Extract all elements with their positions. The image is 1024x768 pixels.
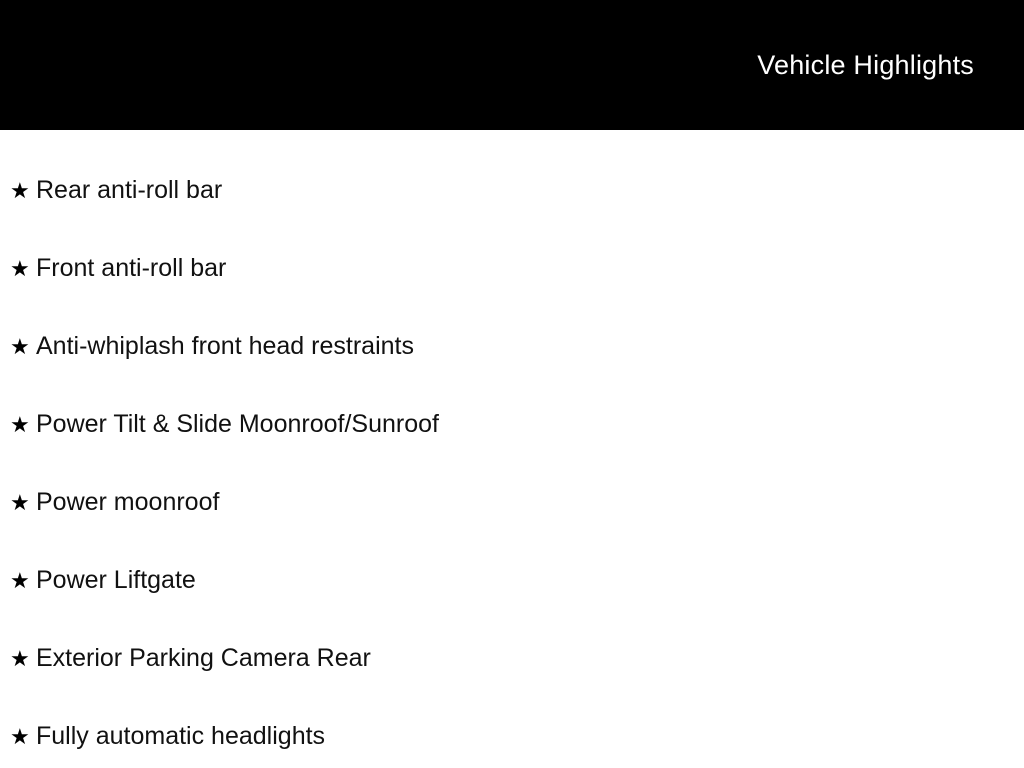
- feature-label: Rear anti-roll bar: [36, 176, 223, 205]
- star-icon: ★: [10, 334, 30, 359]
- list-item: [0, 542, 1024, 620]
- page-title: Vehicle Highlights: [757, 49, 974, 80]
- feature-label: Front anti-roll bar: [36, 254, 227, 283]
- list-item: [0, 308, 1024, 386]
- feature-label: Power Liftgate: [36, 566, 196, 595]
- feature-label: Anti-whiplash front head restraints: [36, 332, 414, 361]
- feature-label: Exterior Parking Camera Rear: [36, 644, 371, 673]
- list-item: [0, 464, 1024, 542]
- feature-label: Power moonroof: [36, 488, 220, 517]
- star-icon: ★: [10, 178, 30, 203]
- feature-label: Power Tilt & Slide Moonroof/Sunroof: [36, 410, 439, 439]
- list-item: [0, 230, 1024, 308]
- list-item: [0, 386, 1024, 464]
- feature-label: Fully automatic headlights: [36, 722, 326, 751]
- star-icon: ★: [10, 646, 30, 671]
- star-icon: ★: [10, 490, 30, 515]
- star-icon: ★: [10, 724, 30, 749]
- features-list: [0, 130, 1024, 768]
- list-item: [0, 698, 1024, 768]
- star-icon: ★: [10, 568, 30, 593]
- star-icon: ★: [10, 412, 30, 437]
- list-item: [0, 152, 1024, 230]
- list-item: [0, 620, 1024, 698]
- star-icon: ★: [10, 256, 30, 281]
- header-bar: [0, 0, 1024, 130]
